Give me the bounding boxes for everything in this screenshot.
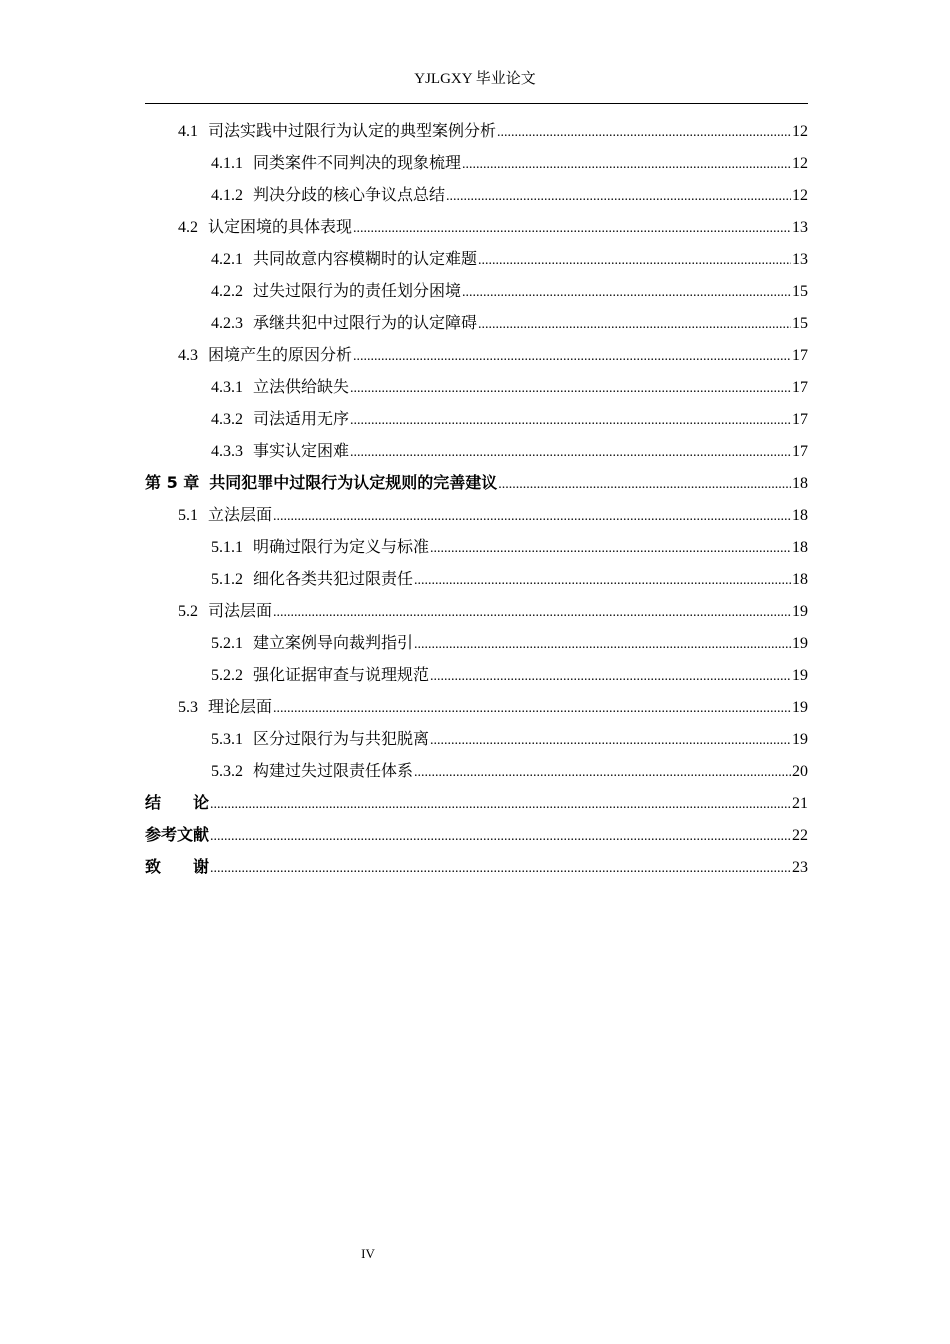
- toc-leader-dots: [273, 597, 791, 629]
- toc-entry[interactable]: [145, 755, 808, 787]
- toc-entry[interactable]: [145, 819, 808, 851]
- header-rule: [145, 103, 808, 104]
- toc-leader-dots: [414, 629, 791, 661]
- toc-entry-page: 19: [792, 603, 808, 620]
- toc-entry-page: 12: [792, 187, 808, 204]
- toc-leader-dots: [273, 693, 791, 725]
- toc-entry-title: 困境产生的原因分析: [208, 345, 353, 364]
- toc-entry-title: 共同故意内容模糊时的认定难题: [253, 249, 478, 268]
- toc-entry[interactable]: [145, 339, 808, 371]
- toc-entry-number: 5.2.2: [211, 667, 243, 684]
- toc-leader-dots: [353, 341, 791, 373]
- toc-leader-dots: [430, 661, 791, 693]
- toc-entry[interactable]: [145, 179, 808, 211]
- toc-leader-dots: [430, 533, 791, 565]
- toc-entry[interactable]: [145, 563, 808, 595]
- toc-entry-page: 15: [792, 283, 808, 300]
- toc-leader-dots: [462, 277, 791, 309]
- toc-entry-title: 认定困境的具体表现: [208, 217, 353, 236]
- toc-entry-page: 18: [792, 571, 808, 588]
- toc-entry[interactable]: [145, 435, 808, 467]
- toc-leader-dots: [414, 757, 791, 789]
- toc-entry-number: 4.1: [178, 123, 198, 140]
- toc-entry[interactable]: [145, 851, 808, 883]
- toc-leader-dots: [210, 821, 791, 853]
- toc-entry[interactable]: [145, 243, 808, 275]
- toc-entry-page: 12: [792, 123, 808, 140]
- toc-entry-title: 结 论: [145, 793, 210, 812]
- toc-entry-title: 司法层面: [208, 601, 273, 620]
- toc-entry-page: 18: [792, 507, 808, 524]
- toc-entry-page: 17: [792, 411, 808, 428]
- toc-entry-title: 明确过限行为定义与标准: [253, 537, 430, 556]
- toc-entry[interactable]: [145, 659, 808, 691]
- toc-entry[interactable]: [145, 275, 808, 307]
- toc-entry-title: 承继共犯中过限行为的认定障碍: [253, 313, 478, 332]
- toc-entry-title: 共同犯罪中过限行为认定规则的完善建议: [209, 473, 498, 492]
- toc-entry-page: 23: [792, 859, 808, 876]
- toc-leader-dots: [430, 725, 791, 757]
- toc-entry[interactable]: [145, 723, 808, 755]
- table-of-contents: [145, 115, 808, 883]
- page-header: YJLGXY 毕业论文: [414, 71, 536, 87]
- toc-entry[interactable]: [145, 595, 808, 627]
- toc-entry-page: 15: [792, 315, 808, 332]
- toc-leader-dots: [462, 149, 791, 181]
- toc-leader-dots: [497, 117, 791, 149]
- toc-leader-dots: [353, 213, 791, 245]
- toc-entry-title: 同类案件不同判决的现象梳理: [253, 153, 462, 172]
- toc-entry-title: 立法层面: [208, 505, 273, 524]
- toc-entry-number: 4.2: [178, 219, 198, 236]
- toc-entry-number: 5.2: [178, 603, 198, 620]
- toc-entry-title: 强化证据审查与说理规范: [253, 665, 430, 684]
- toc-entry[interactable]: [145, 467, 808, 499]
- toc-entry[interactable]: [145, 371, 808, 403]
- toc-entry-number: 4.2.3: [211, 315, 243, 332]
- toc-entry-page: 17: [792, 443, 808, 460]
- toc-leader-dots: [478, 309, 791, 341]
- toc-entry-number: 5.1.2: [211, 571, 243, 588]
- toc-entry-page: 17: [792, 347, 808, 364]
- toc-entry-title: 判决分歧的核心争议点总结: [253, 185, 446, 204]
- toc-entry-number: 4.1.1: [211, 155, 243, 172]
- toc-entry-number: 第 5 章: [145, 473, 200, 492]
- toc-entry-number: 5.1: [178, 507, 198, 524]
- toc-entry[interactable]: [145, 147, 808, 179]
- toc-entry-number: 5.1.1: [211, 539, 243, 556]
- toc-entry-number: 5.3.1: [211, 731, 243, 748]
- toc-entry-number: 5.3.2: [211, 763, 243, 780]
- toc-entry[interactable]: [145, 307, 808, 339]
- toc-entry-title: 司法适用无序: [253, 409, 350, 428]
- toc-entry-number: 4.3.3: [211, 443, 243, 460]
- toc-entry-page: 18: [792, 475, 808, 492]
- toc-entry-title: 司法实践中过限行为认定的典型案例分析: [208, 121, 497, 140]
- toc-entry-page: 20: [792, 763, 808, 780]
- toc-entry[interactable]: [145, 403, 808, 435]
- toc-entry[interactable]: [145, 531, 808, 563]
- toc-entry-page: 19: [792, 699, 808, 716]
- toc-entry-number: 5.3: [178, 699, 198, 716]
- toc-entry[interactable]: [145, 115, 808, 147]
- toc-entry[interactable]: [145, 499, 808, 531]
- toc-entry[interactable]: [145, 787, 808, 819]
- toc-entry-page: 19: [792, 731, 808, 748]
- toc-entry-number: 4.2.1: [211, 251, 243, 268]
- toc-entry-title: 建立案例导向裁判指引: [253, 633, 414, 652]
- toc-entry-title: 构建过失过限责任体系: [253, 761, 414, 780]
- toc-leader-dots: [210, 789, 791, 821]
- toc-entry-page: 12: [792, 155, 808, 172]
- toc-leader-dots: [446, 181, 791, 213]
- toc-entry-title: 立法供给缺失: [253, 377, 350, 396]
- toc-entry-title: 事实认定困难: [253, 441, 350, 460]
- toc-entry-title: 理论层面: [208, 697, 273, 716]
- toc-entry[interactable]: [145, 627, 808, 659]
- toc-entry-page: 19: [792, 667, 808, 684]
- toc-entry-title: 参考文献: [145, 825, 210, 844]
- toc-leader-dots: [350, 405, 791, 437]
- toc-entry-title: 区分过限行为与共犯脱离: [253, 729, 430, 748]
- toc-entry-page: 18: [792, 539, 808, 556]
- toc-entry-number: 4.3: [178, 347, 198, 364]
- toc-entry-page: 22: [792, 827, 808, 844]
- toc-entry-number: 4.3.1: [211, 379, 243, 396]
- toc-leader-dots: [273, 501, 791, 533]
- toc-entry-page: 21: [792, 795, 808, 812]
- toc-entry-page: 17: [792, 379, 808, 396]
- toc-entry-number: 4.3.2: [211, 411, 243, 428]
- toc-entry-page: 19: [792, 635, 808, 652]
- toc-entry-title: 细化各类共犯过限责任: [253, 569, 414, 588]
- page-number: IV: [361, 1246, 375, 1261]
- toc-leader-dots: [350, 373, 791, 405]
- toc-leader-dots: [350, 437, 791, 469]
- toc-entry-title: 过失过限行为的责任划分困境: [253, 281, 462, 300]
- toc-leader-dots: [414, 565, 791, 597]
- toc-leader-dots: [478, 245, 791, 277]
- toc-entry-title: 致 谢: [145, 857, 210, 876]
- toc-entry-page: 13: [792, 251, 808, 268]
- toc-entry-number: 4.1.2: [211, 187, 243, 204]
- toc-entry[interactable]: [145, 691, 808, 723]
- toc-entry-number: 4.2.2: [211, 283, 243, 300]
- toc-leader-dots: [498, 469, 791, 501]
- toc-entry-number: 5.2.1: [211, 635, 243, 652]
- toc-entry-page: 13: [792, 219, 808, 236]
- toc-entry[interactable]: [145, 211, 808, 243]
- toc-leader-dots: [210, 853, 791, 885]
